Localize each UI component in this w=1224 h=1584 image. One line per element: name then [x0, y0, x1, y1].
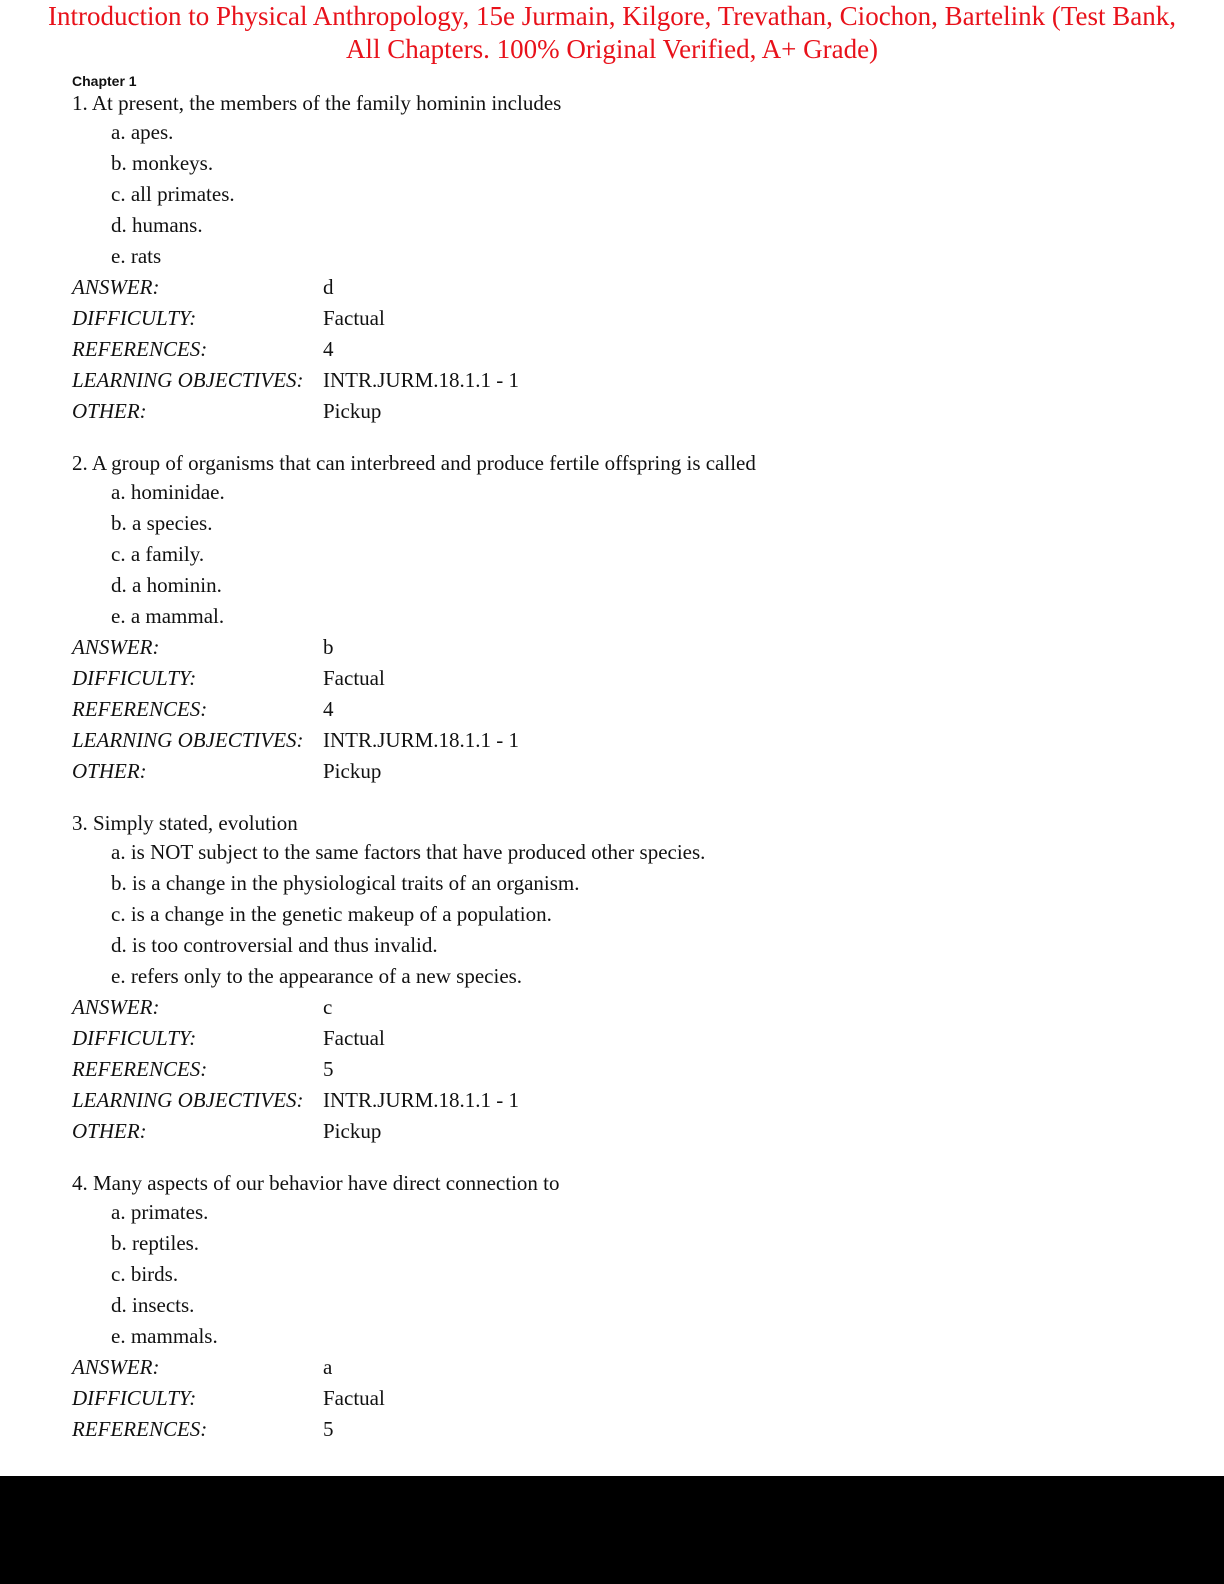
- question-metadata: [72, 272, 1172, 427]
- difficulty-label: DIFFICULTY:: [72, 666, 197, 690]
- question-number: 2 .: [72, 451, 92, 475]
- option-e: [72, 1321, 1172, 1352]
- option-a: [72, 837, 1172, 868]
- difficulty-row: [72, 1383, 1172, 1414]
- question-3: [72, 809, 1172, 1147]
- option-letter: e .: [111, 964, 131, 988]
- answer-label: ANSWER:: [72, 1355, 160, 1379]
- other-label: OTHER:: [72, 1119, 147, 1143]
- option-text: refers only to the appearance of a new species.: [130, 964, 523, 988]
- option-letter: d .: [111, 933, 132, 957]
- option-letter: e .: [111, 604, 131, 628]
- objectives-label: LEARNING OBJECTIVES:: [72, 368, 304, 392]
- other-label: OTHER:: [72, 399, 147, 423]
- option-c: [72, 539, 1172, 570]
- answer-value: c: [323, 995, 333, 1019]
- option-list: [72, 837, 1172, 992]
- references-label: REFERENCES:: [72, 1417, 208, 1441]
- option-d: [72, 570, 1172, 601]
- option-b: [72, 508, 1172, 539]
- objectives-row: [72, 365, 1172, 396]
- difficulty-row: [72, 303, 1172, 334]
- objectives-row: [72, 725, 1172, 756]
- objectives-label: LEARNING OBJECTIVES:: [72, 728, 304, 752]
- option-e: [72, 601, 1172, 632]
- other-value: Pickup: [323, 399, 382, 423]
- question-metadata: [72, 1352, 1172, 1445]
- difficulty-row: [72, 663, 1172, 694]
- option-letter: b .: [111, 871, 132, 895]
- option-e: [72, 241, 1172, 272]
- option-c: [72, 899, 1172, 930]
- option-letter: b .: [111, 511, 132, 535]
- objectives-label: LEARNING OBJECTIVES:: [72, 1088, 304, 1112]
- answer-value: b: [323, 635, 334, 659]
- references-label: REFERENCES:: [72, 337, 208, 361]
- references-row: [72, 1054, 1172, 1085]
- objectives-value: INTR.JURM.18.1.1 - 1: [323, 728, 520, 752]
- option-list: [72, 117, 1172, 272]
- question-2: [72, 449, 1172, 787]
- option-letter: c .: [111, 542, 131, 566]
- option-text: birds.: [130, 1262, 179, 1286]
- references-row: [72, 334, 1172, 365]
- question-metadata: [72, 632, 1172, 787]
- question-stem: [72, 1169, 1172, 1197]
- answer-value: a: [323, 1355, 333, 1379]
- option-letter: b .: [111, 1231, 132, 1255]
- question-stem: [72, 809, 1172, 837]
- answer-value: d: [323, 275, 334, 299]
- objectives-value: INTR.JURM.18.1.1 - 1: [323, 1088, 520, 1112]
- option-list: [72, 477, 1172, 632]
- option-text: mammals.: [130, 1324, 218, 1348]
- option-d: [72, 1290, 1172, 1321]
- option-letter: a .: [111, 120, 131, 144]
- option-text: is NOT subject to the same factors that have produced other species.: [130, 840, 706, 864]
- objectives-value: INTR.JURM.18.1.1 - 1: [323, 368, 520, 392]
- option-text: humans.: [132, 213, 203, 237]
- option-text: apes.: [130, 120, 174, 144]
- bottom-black-band: [0, 1476, 1224, 1584]
- option-text: a species.: [132, 511, 213, 535]
- option-letter: d .: [111, 213, 132, 237]
- option-text: is a change in the genetic makeup of a population.: [130, 902, 552, 926]
- option-text: is too controversial and thus invalid.: [132, 933, 438, 957]
- option-text: insects.: [132, 1293, 195, 1317]
- difficulty-row: [72, 1023, 1172, 1054]
- difficulty-value: Factual: [323, 666, 385, 690]
- references-label: REFERENCES:: [72, 1057, 208, 1081]
- answer-row: [72, 1352, 1172, 1383]
- question-metadata: [72, 992, 1172, 1147]
- option-b: [72, 868, 1172, 899]
- question-text: A group of organisms that can interbreed and produce fertile offspring is called: [91, 451, 756, 475]
- option-text: reptiles.: [132, 1231, 200, 1255]
- option-a: [72, 117, 1172, 148]
- option-e: [72, 961, 1172, 992]
- option-letter: e .: [111, 244, 131, 268]
- option-text: primates.: [130, 1200, 209, 1224]
- answer-row: [72, 992, 1172, 1023]
- option-text: rats: [130, 244, 162, 268]
- references-label: REFERENCES:: [72, 697, 208, 721]
- difficulty-value: Factual: [323, 1386, 385, 1410]
- references-value: 5: [323, 1057, 334, 1081]
- option-d: [72, 210, 1172, 241]
- option-list: [72, 1197, 1172, 1352]
- option-letter: d .: [111, 573, 132, 597]
- other-row: [72, 396, 1172, 427]
- option-letter: d .: [111, 1293, 132, 1317]
- references-value: 5: [323, 1417, 334, 1441]
- objectives-row: [72, 1085, 1172, 1116]
- option-letter: a .: [111, 1200, 131, 1224]
- question-stem: [72, 89, 1172, 117]
- question-text: Many aspects of our behavior have direct connection to: [93, 1171, 560, 1195]
- answer-row: [72, 272, 1172, 303]
- option-b: [72, 1228, 1172, 1259]
- references-value: 4: [323, 337, 334, 361]
- question-text: Simply stated, evolution: [93, 811, 298, 835]
- difficulty-label: DIFFICULTY:: [72, 306, 197, 330]
- answer-label: ANSWER:: [72, 635, 160, 659]
- question-list: [72, 89, 1172, 1467]
- option-text: all primates.: [130, 182, 235, 206]
- other-row: [72, 756, 1172, 787]
- question-number: 1 .: [72, 91, 92, 115]
- references-row: [72, 694, 1172, 725]
- question-number: 4 .: [72, 1171, 93, 1195]
- option-text: a hominin.: [132, 573, 222, 597]
- option-text: monkeys.: [132, 151, 214, 175]
- option-c: [72, 1259, 1172, 1290]
- difficulty-value: Factual: [323, 1026, 385, 1050]
- answer-label: ANSWER:: [72, 995, 160, 1019]
- option-letter: e .: [111, 1324, 131, 1348]
- difficulty-value: Factual: [323, 306, 385, 330]
- option-a: [72, 477, 1172, 508]
- option-text: is a change in the physiological traits of an organism.: [132, 871, 580, 895]
- option-c: [72, 179, 1172, 210]
- option-text: hominidae.: [130, 480, 225, 504]
- option-letter: c .: [111, 902, 131, 926]
- answer-label: ANSWER:: [72, 275, 160, 299]
- question-number: 3 .: [72, 811, 93, 835]
- question-1: [72, 89, 1172, 427]
- references-value: 4: [323, 697, 334, 721]
- option-letter: a .: [111, 840, 131, 864]
- option-letter: c .: [111, 1262, 131, 1286]
- question-text: At present, the members of the family hominin includes: [91, 91, 562, 115]
- answer-row: [72, 632, 1172, 663]
- question-stem: [72, 449, 1172, 477]
- references-row: [72, 1414, 1172, 1445]
- document-title: [0, 0, 1224, 66]
- chapter-heading: Chapter 1: [72, 73, 137, 89]
- option-text: a family.: [130, 542, 205, 566]
- option-text: a mammal.: [130, 604, 225, 628]
- option-letter: b .: [111, 151, 132, 175]
- option-d: [72, 930, 1172, 961]
- option-letter: c .: [111, 182, 131, 206]
- document-title-line-1: Introduction to Physical Anthropology, 15e Jurmain, Kilgore, Trevathan, Ciochon, Bartelink (Test Bank,: [48, 1, 1176, 31]
- option-letter: a .: [111, 480, 131, 504]
- option-a: [72, 1197, 1172, 1228]
- other-value: Pickup: [323, 759, 382, 783]
- other-label: OTHER:: [72, 759, 147, 783]
- question-4: [72, 1169, 1172, 1445]
- option-b: [72, 148, 1172, 179]
- difficulty-label: DIFFICULTY:: [72, 1386, 197, 1410]
- difficulty-label: DIFFICULTY:: [72, 1026, 197, 1050]
- other-row: [72, 1116, 1172, 1147]
- other-value: Pickup: [323, 1119, 382, 1143]
- document-title-line-2: All Chapters. 100% Original Verified, A+ Grade): [345, 34, 879, 64]
